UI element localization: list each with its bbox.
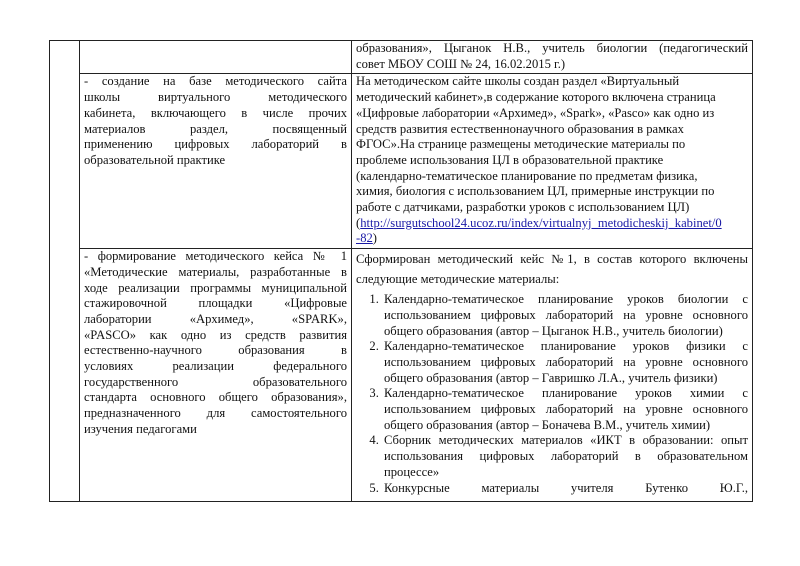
activity-cell: [80, 249, 352, 502]
text-line: образования», Цыганок Н.В., учитель биологии (педагогический: [356, 41, 748, 55]
activity-cell: [80, 74, 352, 249]
result-cell: [352, 41, 753, 74]
link-line: [356, 231, 748, 247]
text-line: следующие методические материалы:: [356, 272, 560, 287]
text-line: ходе реализации программы муниципальной: [84, 280, 347, 295]
text-line: На методическом сайте школы создан раздел «Виртуальный: [356, 74, 680, 89]
text-line: образовательной практике: [84, 152, 226, 167]
text-line: применению цифровых лабораторий в: [84, 137, 347, 152]
text-line: методический кабинет»,в содержание которого включена страница: [356, 90, 716, 105]
text-line: химия, биология с использованием ЦЛ, примерные инструкции по: [356, 184, 715, 199]
table-row: [50, 74, 753, 249]
list-item: [382, 481, 748, 497]
text-line: Сформирован методический кейс №1, в состав которого включены: [356, 252, 748, 267]
list-item: 2. Календарно-тематическое планирование уроков физики с использованием цифровых лабораторий на уровне основного общего образования (автор – Гавришко Л.А., учитель физики): [382, 339, 748, 386]
text-line: школы виртуального методического: [84, 90, 347, 105]
text-line: естественно-научного образования в: [84, 343, 347, 358]
paren-open: (: [356, 215, 361, 230]
result-cell: [352, 249, 753, 502]
virtual-cabinet-link-continued[interactable]: -82: [356, 231, 373, 246]
text-line: проблеме использования ЦЛ в образовательной практике: [356, 152, 664, 167]
materials-list: [356, 292, 748, 496]
text-line: изучения педагогами: [84, 421, 197, 436]
case-intro: [356, 249, 748, 289]
table-row: [50, 249, 753, 502]
report-table: [49, 40, 753, 502]
text-line: «PASCO» как одно из средств развития: [84, 327, 347, 342]
list-item: 4. Сборник методических материалов «ИКТ в образовании: опыт использования цифровых лабораторий в образовательном процессе»: [382, 433, 748, 480]
text-line: - формирование методического кейса № 1: [84, 249, 347, 264]
text-line: ФГОС».На странице размещены методические материалы по: [356, 137, 686, 152]
text-line: стандарта основного общего образования»,: [84, 390, 347, 405]
text-line: государственного образовательного: [84, 374, 347, 389]
text-line: стажировочной площадки «Цифровые: [84, 296, 347, 311]
text-line: «Методические материалы, разработанные в: [84, 264, 347, 279]
text-line: 5. Конкурсные материалы учителя Бутенко Ю.Г.,: [384, 480, 748, 495]
text-line: средств развития естественнонаучного образования в рамках: [356, 121, 684, 136]
activity-cell: [80, 41, 352, 74]
number-cell: [50, 41, 80, 502]
text-line: лаборатории «Архимед», «SPARK»,: [84, 311, 347, 326]
text-line: совет МБОУ СОШ № 24, 16.02.2015 г.): [356, 56, 566, 71]
text-line: кабинета, включающего в числе прочих: [84, 105, 347, 120]
text-line: материалов раздел, посвященный: [84, 121, 347, 136]
result-cell: [352, 74, 753, 249]
text-line: работе с датчиками, разработки уроков с использованием ЦЛ): [356, 200, 690, 215]
table-row: [50, 41, 753, 74]
list-item: 1. Календарно-тематическое планирование уроков биологии с использованием цифровых лабораторий на уровне основного общего образования (автор – Цыганок Н.В., учитель биологии): [382, 292, 748, 339]
paren-close: ): [372, 231, 377, 246]
text-line: предназначенного для самостоятельного: [84, 406, 347, 421]
virtual-cabinet-link[interactable]: http://surgutschool24.ucoz.ru/index/virtualnyj_metodicheskij_kabinet/0: [360, 215, 722, 230]
text-line: (календарно-тематическое планирование по предметам физика,: [356, 168, 698, 183]
list-item: 3. Календарно-тематическое планирование уроков химии с использованием цифровых лабораторий на уровне основного общего образования (автор – Боначева В.М., учитель химии): [382, 386, 748, 433]
text-line: - создание на базе методического сайта: [84, 74, 347, 89]
link-line: [356, 216, 748, 232]
text-line: «Цифровые лаборатории «Архимед», «Spark», «Pasco» как одно из: [356, 105, 715, 120]
text-line: условиях реализации федерального: [84, 359, 347, 374]
